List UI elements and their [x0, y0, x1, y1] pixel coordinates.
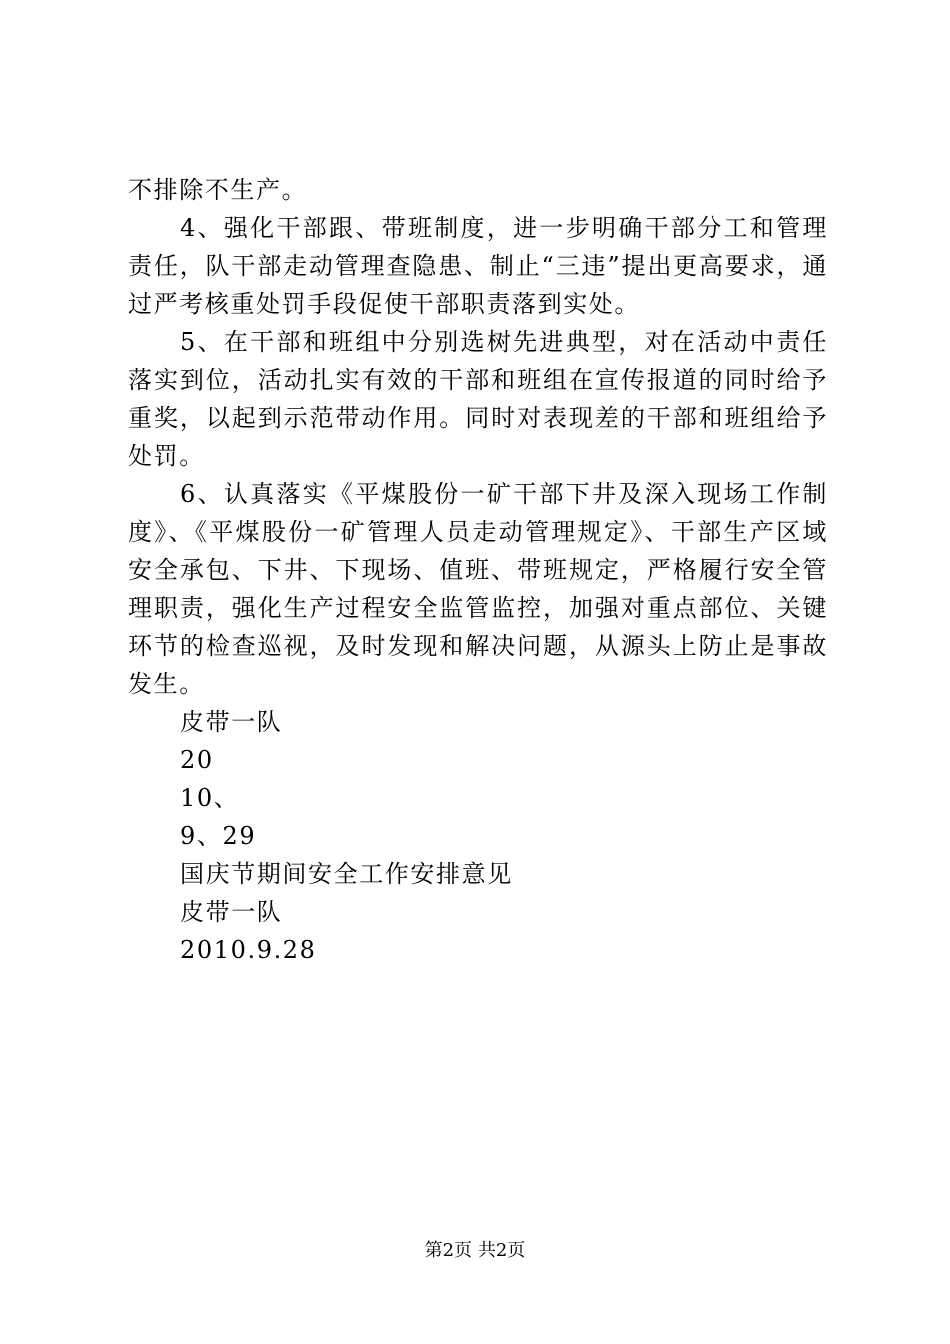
signature-date-2: 2010.9.28	[180, 936, 317, 964]
document-title: 国庆节期间安全工作安排意见	[180, 860, 513, 888]
signature-date-part2: 10、	[180, 784, 240, 812]
page-footer: 第2页 共2页	[424, 1240, 526, 1261]
paragraph-item-5: 5、在干部和班组中分别选树先进典型，对在活动中责任落实到位，活动扎实有效的干部和班组在宣传报道的同时给予重奖，以起到示范带动作用。同时对表现差的干部和班组给予处罚。	[128, 328, 828, 470]
signature-date-part3: 9、29	[180, 822, 257, 850]
paragraph-item-4: 4、强化干部跟、带班制度，进一步明确干部分工和管理责任，队干部走动管理查隐患、制止“三违”提出更高要求，通过严考核重处罚手段促使干部职责落到实处。	[128, 214, 828, 318]
signature-unit-2: 皮带一队	[180, 898, 283, 926]
signature-date-part1: 20	[180, 746, 214, 774]
paragraph-item-6: 6、认真落实《平煤股份一矿干部下井及深入现场工作制度》、《平煤股份一矿管理人员走动管理规定》、干部生产区域安全承包、下井、下现场、值班、带班规定，严格履行安全管理职责，强化生产过程安全监管监控，加强对重点部位、关键环节的检查巡视，及时发现和解决问题，从源头上防止是事故发生。	[128, 480, 828, 698]
document-body	[128, 171, 828, 969]
paragraph-continuation: 不排除不生产。	[128, 176, 308, 204]
signature-unit: 皮带一队	[180, 708, 283, 736]
